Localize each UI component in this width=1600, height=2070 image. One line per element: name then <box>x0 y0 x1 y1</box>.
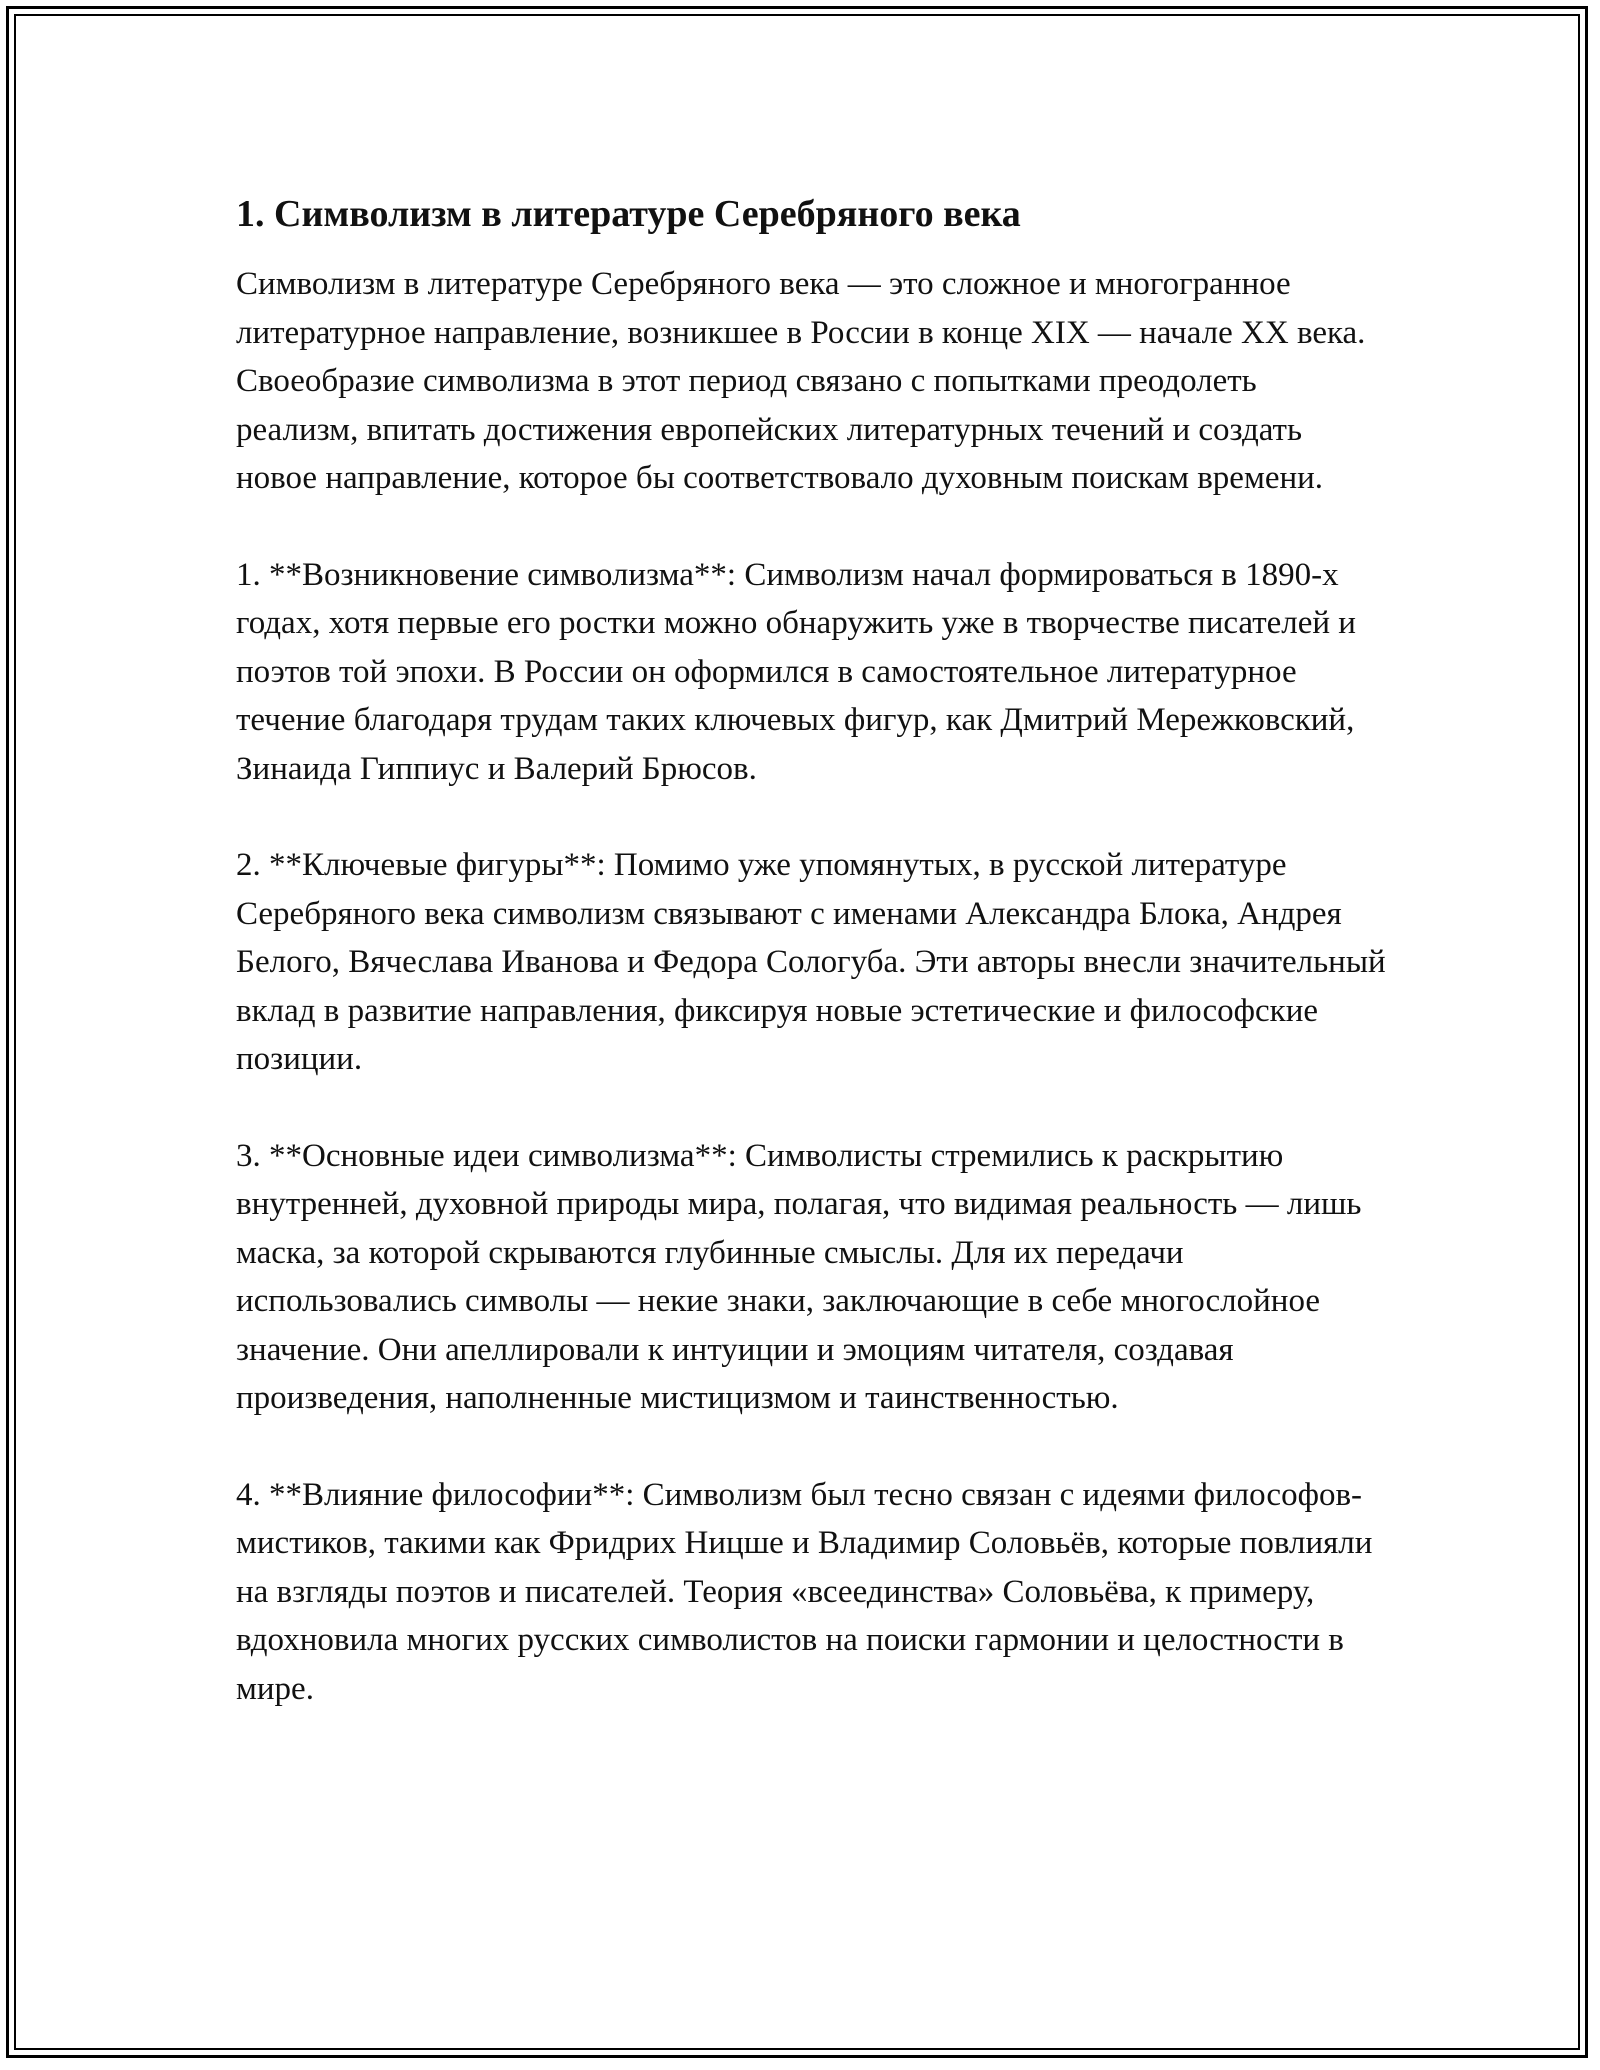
paragraph-philosophy: 4. **Влияние философии**: Символизм был тесно связан с идеями философов-мистиков, такими как Фридрих Ницше и Владимир Соловьёв, которые повлияли на взгляды поэтов и писателей. Теория «всеединства» Соловьёва, к примеру, вдохновила многих русских символистов на поиски гармонии и целостности в мире. <box>236 1476 1373 1707</box>
paragraph-origin: 1. **Возникновение символизма**: Символизм начал формироваться в 1890-х годах, хотя первые его ростки можно обнаружить уже в творчестве писателей и поэтов той эпохи. В России он оформился в самостоятельное литературное течение благодаря трудам таких ключевых фигур, как Дмитрий Мережковский, Зинаида Гиппиус и Валерий Брюсов. <box>236 556 1356 787</box>
document-body <box>236 186 1386 1713</box>
paragraph-main-ideas: 3. **Основные идеи символизма**: Символисты стремились к раскрытию внутренней, духовной природы мира, полагая, что видимая реальность — лишь маска, за которой скрываются глубинные смыслы. Для их передачи использовались символы — некие знаки, заключающие в себе многослойное значение. Они апеллировали к интуиции и эмоциям читателя, создавая произведения, наполненные мистицизмом и таинственностью. <box>236 1137 1362 1416</box>
section-heading: 1. Символизм в литературе Серебряного века <box>236 193 1021 235</box>
paragraph-key-figures: 2. **Ключевые фигуры**: Помимо уже упомянутых, в русской литературе Серебряного века символизм связывают с именами Александра Блока, Андрея Белого, Вячеслава Иванова и Федора Сологуба. Эти авторы внесли значительный вклад в развитие направления, фиксируя новые эстетические и философские позиции. <box>236 847 1386 1077</box>
intro-paragraph: Символизм в литературе Серебряного века — это сложное и многогранное литературное направление, возникшее в России в конце XIX — начале XX века. Своеобразие символизма в этот период связано с попытками преодолеть реализм, впитать достижения европейских литературных течений и создать новое направление, которое бы соответствовало духовным поискам времени. <box>236 266 1366 496</box>
